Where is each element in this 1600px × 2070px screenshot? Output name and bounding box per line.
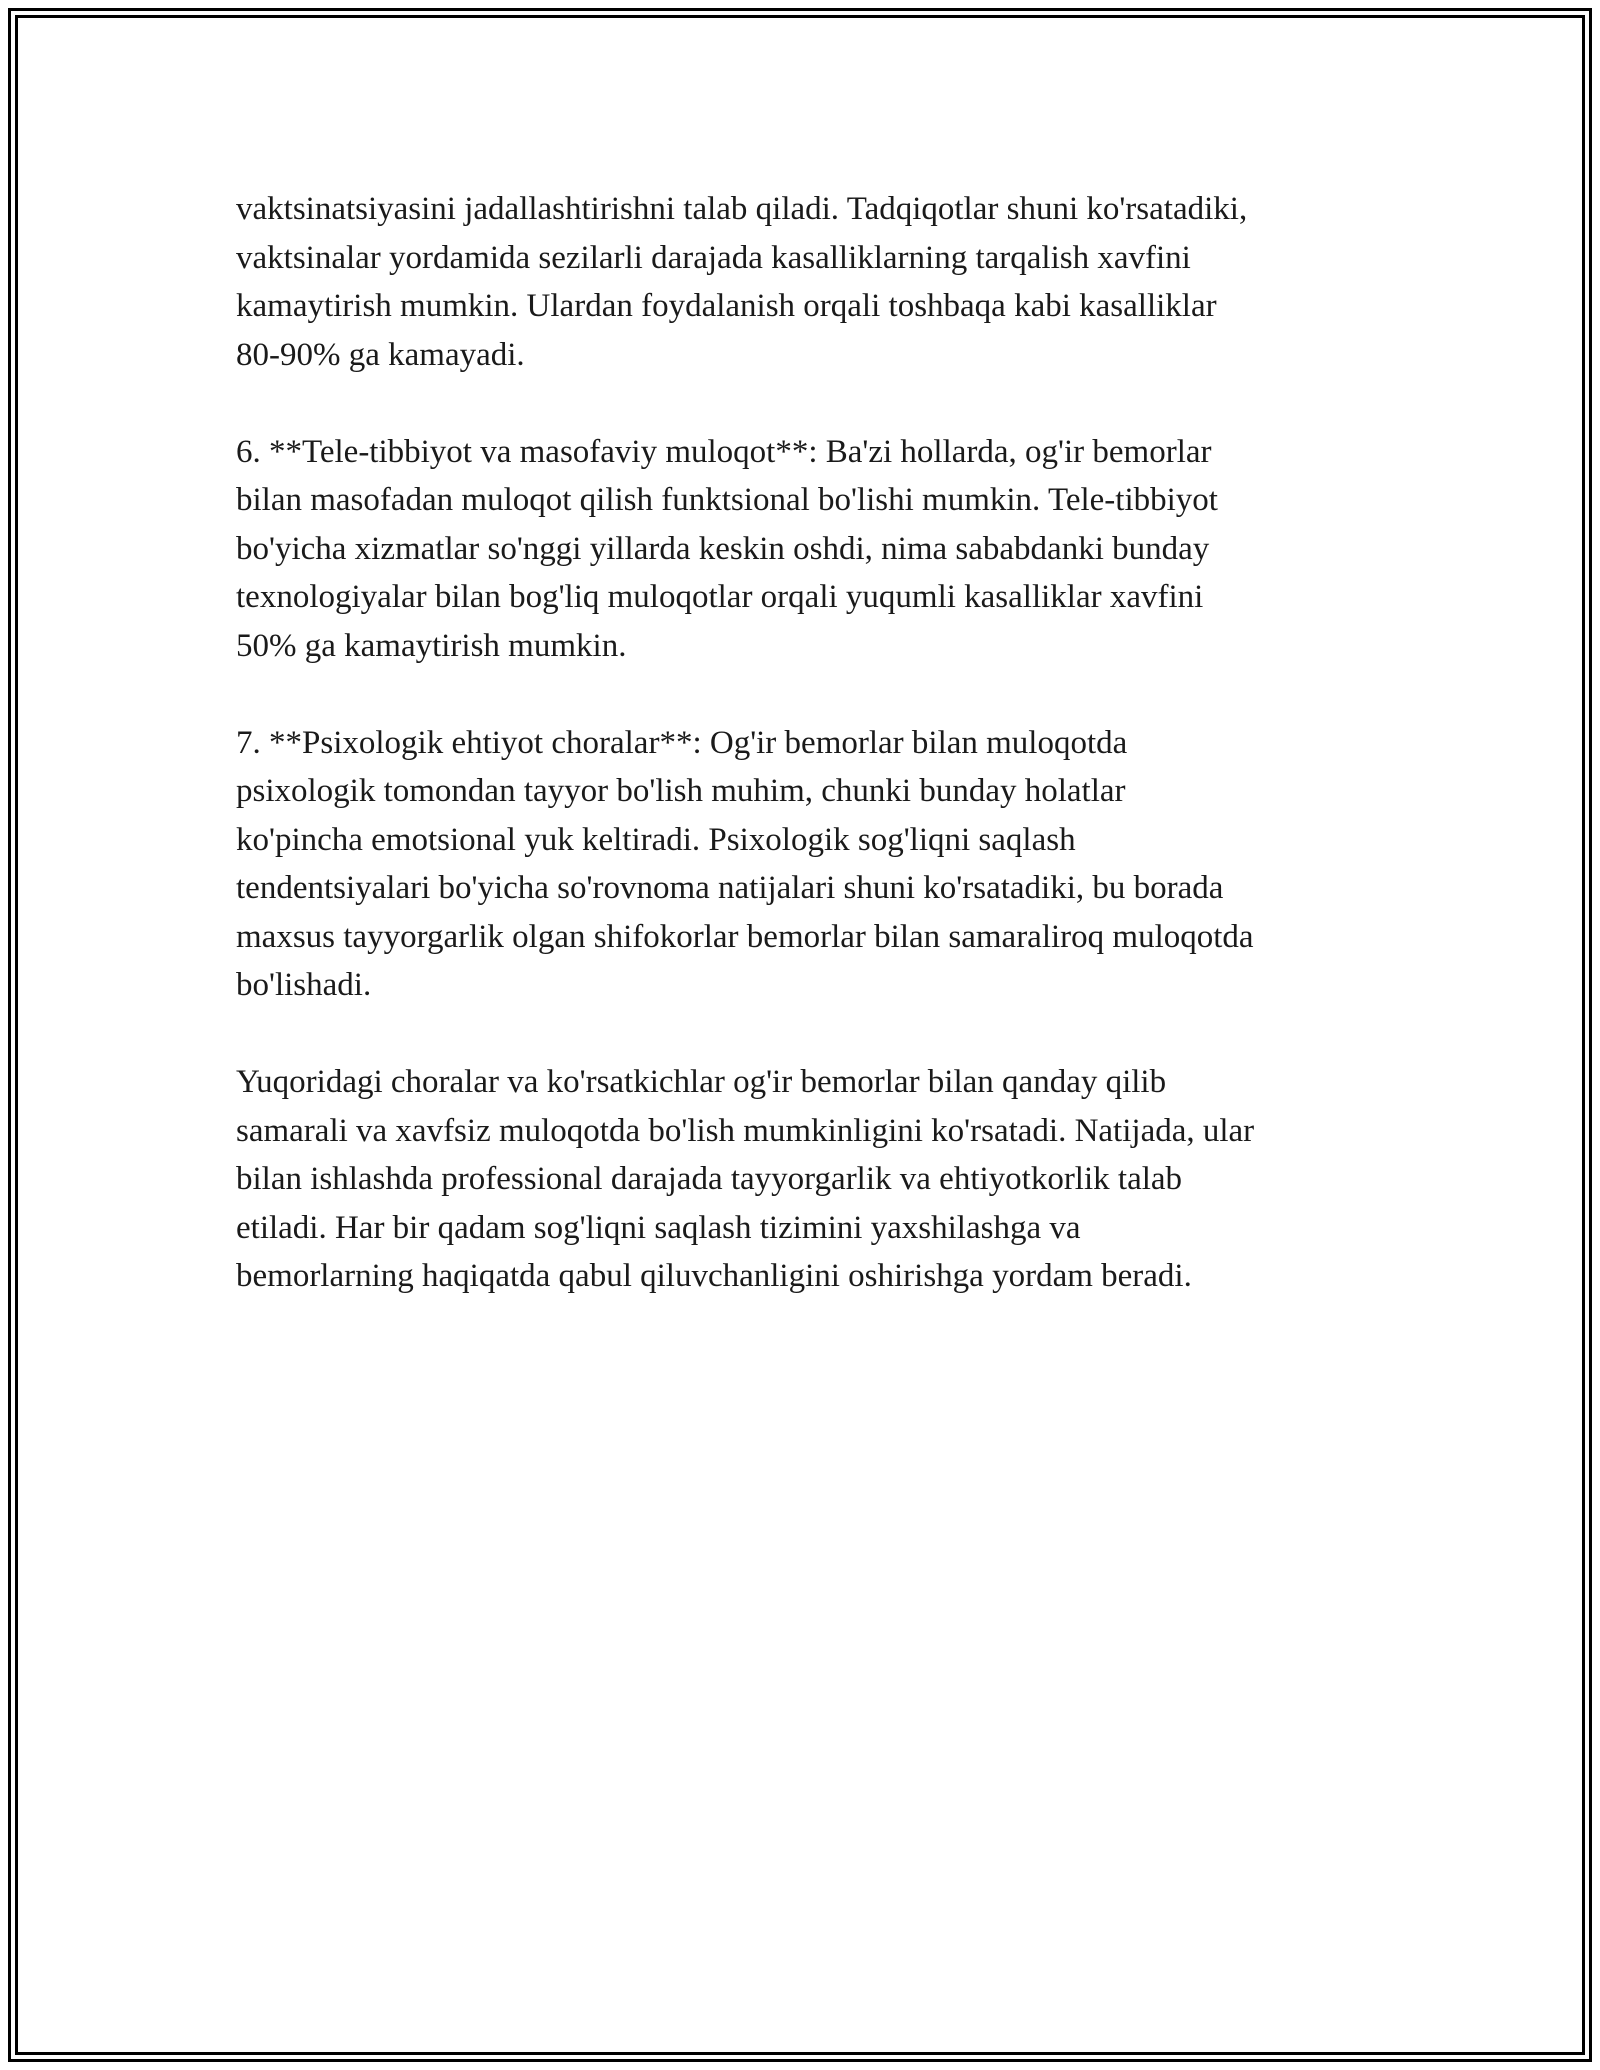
text-line: Yuqoridagi choralar va ko'rsatkichlar og'ir bemorlar bilan qanday qilib xyxy=(236,1064,1167,1100)
text-line: 6. **Tele-tibbiyot va masofaviy muloqot**: Ba'zi hollarda, og'ir bemorlar xyxy=(236,433,1212,470)
paragraph-psychological-precautions xyxy=(236,719,1386,1010)
text-line: ko'pincha emotsional yuk keltiradi. Psixologik sog'liqni saqlash xyxy=(236,821,1076,858)
text-line: texnologiyalar bilan bog'liq muloqotlar orqali yuqumli kasalliklar xavfini xyxy=(236,579,1204,615)
text-line: psixologik tomondan tayyor bo'lish muhim, chunki bunday holatlar xyxy=(236,773,1126,809)
paragraph-vaccination-continued xyxy=(236,185,1386,379)
text-line: bo'yicha xizmatlar so'nggi yillarda keskin oshdi, nima sababdanki bunday xyxy=(236,530,1210,567)
text-line: etiladi. Har bir qadam sog'liqni saqlash tizimini yaxshilashga va xyxy=(236,1209,1081,1246)
text-line: vaktsinalar yordamida sezilarli darajada kasalliklarning tarqalish xavfini xyxy=(236,239,1191,276)
text-line: vaktsinatsiyasini jadallashtirishni talab qiladi. Tadqiqotlar shuni ko'rsatadiki, xyxy=(236,191,1248,227)
text-line: bilan masofadan muloqot qilish funktsional bo'lishi mumkin. Tele-tibbiyot xyxy=(236,482,1218,518)
text-line: kamaytirish mumkin. Ulardan foydalanish orqali toshbaqa kabi kasalliklar xyxy=(236,288,1217,324)
text-line: samarali va xavfsiz muloqotda bo'lish mumkinligini ko'rsatadi. Natijada, ular xyxy=(236,1112,1255,1149)
text-line: bo'lishadi. xyxy=(236,967,372,1003)
text-line: tendentsiyalari bo'yicha so'rovnoma natijalari shuni ko'rsatadiki, bu borada xyxy=(236,870,1224,906)
paragraph-telemedicine xyxy=(236,428,1386,671)
text-line: 50% ga kamaytirish mumkin. xyxy=(236,627,627,664)
text-line: maxsus tayyorgarlik olgan shifokorlar bemorlar bilan samaraliroq muloqotda xyxy=(236,918,1254,955)
paragraph-conclusion xyxy=(236,1058,1386,1301)
text-line: 80-90% ga kamayadi. xyxy=(236,336,525,373)
document-body xyxy=(236,185,1386,1349)
text-line: 7. **Psixologik ehtiyot choralar**: Og'ir bemorlar bilan muloqotda xyxy=(236,724,1128,761)
text-line: bilan ishlashda professional darajada tayyorgarlik va ehtiyotkorlik talab xyxy=(236,1161,1183,1197)
text-line: bemorlarning haqiqatda qabul qiluvchanligini oshirishga yordam beradi. xyxy=(236,1258,1192,1294)
